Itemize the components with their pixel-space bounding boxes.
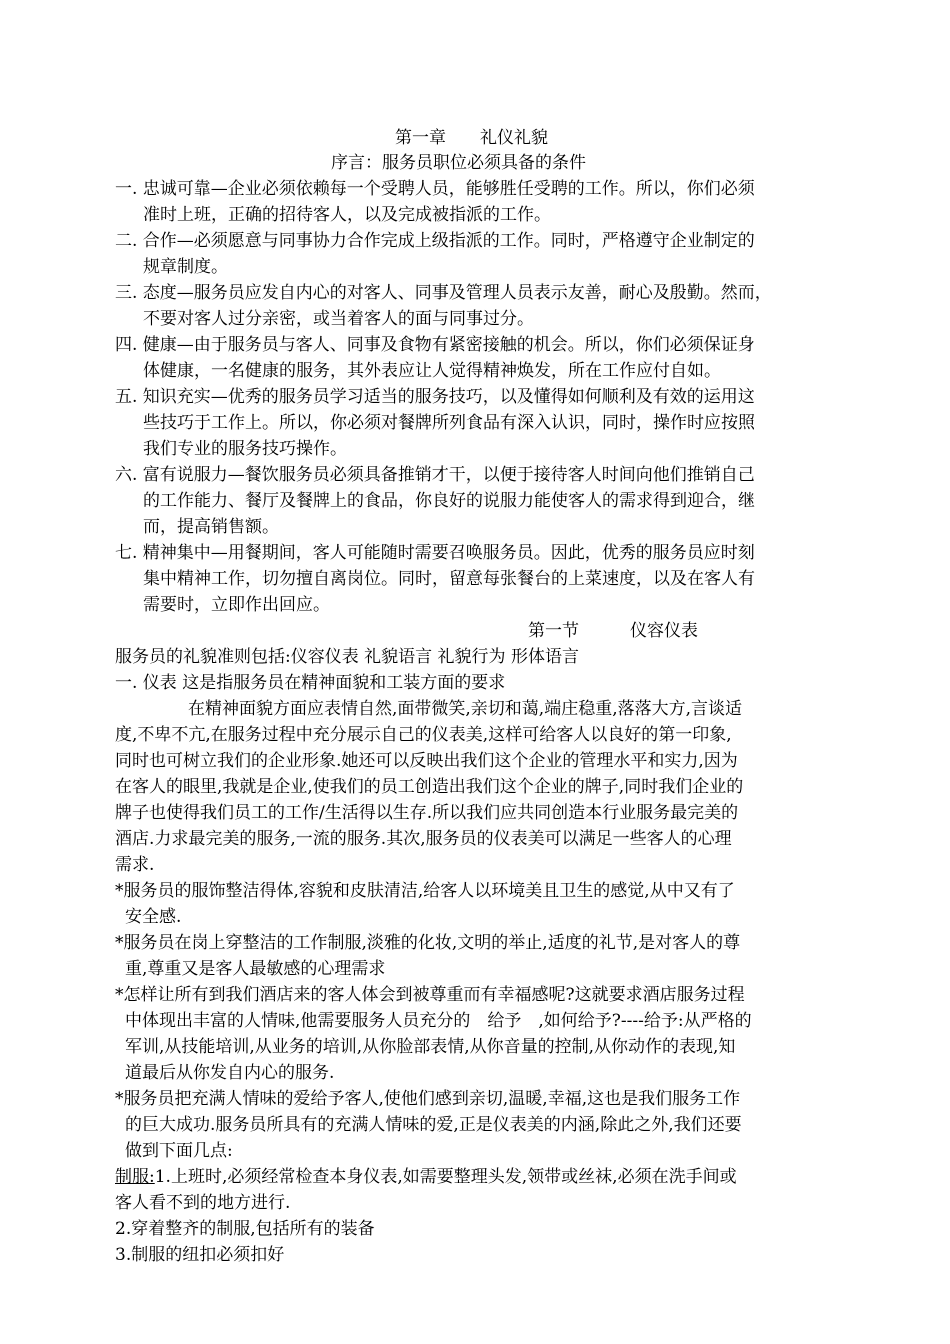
appearance-para-line-7: 需求. bbox=[115, 855, 155, 875]
principles-line: 服务员的礼貌准则包括:仪容仪表 礼貌语言 礼貌行为 形体语言 bbox=[115, 647, 579, 667]
bullet-3-line-3: 军训,从技能培训,从业务的培训,从你脸部表情,从你音量的控制,从你动作的表现,知 bbox=[125, 1037, 736, 1057]
condition-1-line-1: 一. 忠诚可靠—企业必须依赖每一个受聘人员，能够胜任受聘的工作。所以，你们必须 bbox=[115, 179, 755, 199]
bullet-3-line-1: *怎样让所有到我们酒店来的客人体会到被尊重而有幸福感呢?这就要求酒店服务过程 bbox=[115, 985, 745, 1005]
condition-4-line-2: 体健康，一名健康的服务，其外表应让人觉得精神焕发，所在工作应付自如。 bbox=[143, 361, 721, 381]
condition-7-line-2: 集中精神工作，切勿擅自离岗位。同时，留意每张餐台的上菜速度，以及在客人有 bbox=[143, 569, 755, 589]
uniform-label: 制服: bbox=[115, 1167, 155, 1187]
condition-1-line-2: 准时上班，正确的招待客人，以及完成被指派的工作。 bbox=[143, 205, 551, 225]
appearance-heading: 一. 仪表 这是指服务员在精神面貌和工装方面的要求 bbox=[115, 673, 506, 693]
condition-5-line-2: 些技巧于工作上。所以，你必须对餐牌所列食品有深入认识，同时，操作时应按照 bbox=[143, 413, 755, 433]
chapter-title: 第一章 礼仪礼貌 bbox=[395, 128, 548, 148]
bullet-3-line-4: 道最后从你发自内心的服务. bbox=[125, 1063, 335, 1083]
bullet-4-line-1: *服务员把充满人情味的爱给予客人,使他们感到亲切,温暖,幸福,这也是我们服务工作 bbox=[115, 1089, 741, 1109]
condition-2-line-1: 二. 合作—必须愿意与同事协力合作完成上级指派的工作。同时，严格遵守企业制定的 bbox=[115, 231, 755, 251]
uniform-item-1: 1.上班时,必须经常检查本身仪表,如需要整理头发,领带或丝袜,必须在洗手间或 bbox=[154, 1167, 737, 1187]
preface-title: 序言：服务员职位必须具备的条件 bbox=[331, 153, 586, 173]
bullet-2-line-1: *服务员在岗上穿整洁的工作制服,淡雅的化妆,文明的举止,适度的礼节,是对客人的尊 bbox=[115, 933, 741, 953]
section-title: 第一节 仪容仪表 bbox=[528, 621, 698, 641]
bullet-1-line-1: *服务员的服饰整洁得体,容貌和皮肤清洁,给客人以环境美且卫生的感觉,从中又有了 bbox=[115, 881, 735, 901]
uniform-line-2: 客人看不到的地方进行. bbox=[115, 1193, 291, 1213]
bullet-1-line-2: 安全感. bbox=[125, 907, 182, 927]
uniform-line-3: 2.穿着整齐的制服,包括所有的装备 bbox=[115, 1219, 375, 1239]
condition-7-line-3: 需要时，立即作出回应。 bbox=[143, 595, 330, 615]
condition-3-line-1: 三. 态度—服务员应发自内心的对客人、同事及管理人员表示友善，耐心及殷勤。然而， bbox=[115, 283, 772, 303]
condition-5-line-1: 五. 知识充实—优秀的服务员学习适当的服务技巧，以及懂得如何顺利及有效的运用这 bbox=[115, 387, 755, 407]
condition-4-line-1: 四. 健康—由于服务员与客人、同事及食物有紧密接触的机会。所以，你们必须保证身 bbox=[115, 335, 755, 355]
condition-6-line-1: 六. 富有说服力—餐饮服务员必须具备推销才干，以便于接待客人时间向他们推销自己 bbox=[115, 465, 755, 485]
appearance-para-line-3: 同时也可树立我们的企业形象.她还可以反映出我们这个企业的管理水平和实力,因为 bbox=[115, 751, 738, 771]
condition-2-line-2: 规章制度。 bbox=[143, 257, 228, 277]
bullet-4-line-3: 做到下面几点: bbox=[125, 1141, 233, 1161]
appearance-para-line-6: 酒店.力求最完美的服务,一流的服务.其次,服务员的仪表美可以满足一些客人的心理 bbox=[115, 829, 732, 849]
condition-5-line-3: 我们专业的服务技巧操作。 bbox=[143, 439, 347, 459]
appearance-para-line-4: 在客人的眼里,我就是企业,使我们的员工创造出我们这个企业的牌子,同时我们企业的 bbox=[115, 777, 744, 797]
bullet-4-line-2: 的巨大成功.服务员所具有的充满人情味的爱,正是仪表美的内涵,除此之外,我们还要 bbox=[125, 1115, 742, 1135]
bullet-3-line-2: 中体现出丰富的人情味,他需要服务人员充分的 给予 ,如何给予?----给予:从严格的 bbox=[125, 1011, 752, 1031]
condition-7-line-1: 七. 精神集中—用餐期间，客人可能随时需要召唤服务员。因此，优秀的服务员应时刻 bbox=[115, 543, 755, 563]
bullet-2-line-2: 重,尊重又是客人最敏感的心理需求 bbox=[125, 959, 386, 979]
uniform-line-1 bbox=[115, 1166, 737, 1188]
condition-3-line-2: 不要对客人过分亲密，或当着客人的面与同事过分。 bbox=[143, 309, 534, 329]
condition-6-line-2: 的工作能力、餐厅及餐牌上的食品，你良好的说服力能使客人的需求得到迎合，继 bbox=[143, 491, 755, 511]
appearance-para-line-5: 牌子也使得我们员工的工作/生活得以生存.所以我们应共同创造本行业服务最完美的 bbox=[115, 803, 739, 823]
uniform-line-4: 3.制服的纽扣必须扣好 bbox=[115, 1245, 285, 1265]
condition-6-line-3: 而，提高销售额。 bbox=[143, 517, 279, 537]
appearance-para-line-2: 度,不卑不亢,在服务过程中充分展示自己的仪表美,这样可给客人以良好的第一印象, bbox=[115, 725, 732, 745]
appearance-para-line-1: 在精神面貌方面应表情自然,面带微笑,亲切和蔼,端庄稳重,落落大方,言谈适 bbox=[188, 699, 743, 719]
